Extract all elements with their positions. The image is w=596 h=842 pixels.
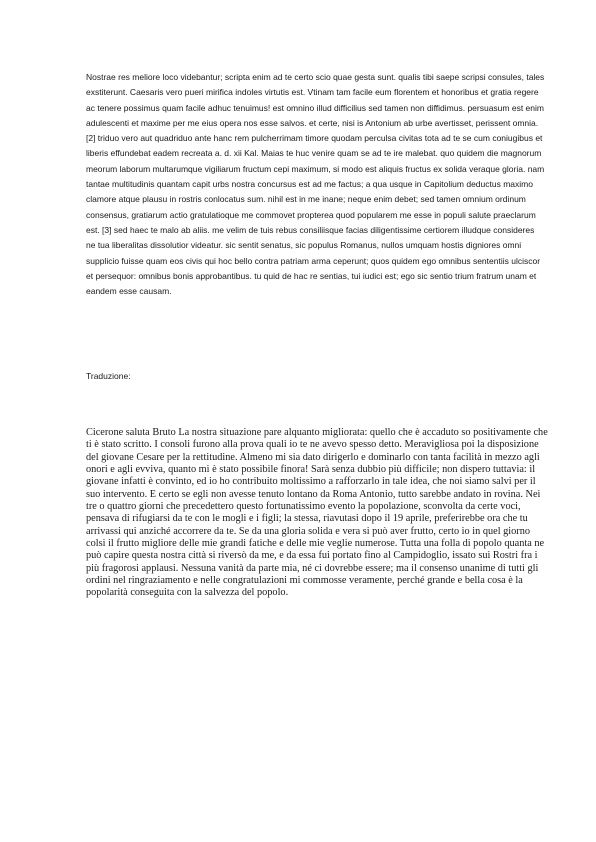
translation-heading: Traduzione: [86,371,131,381]
italian-translation-paragraph: Cicerone saluta Bruto La nostra situazione pare alquanto migliorata: quello che è accaduto so positivamente che ti è stato scritto. I consoli furono alla prova quali io te ne avevo spesso detto. Meravigliosa poi la disposizione del giovane Cesare per la rettitudine. Almeno mi sia dato dirigerlo e dominarlo con tanta facilità in mezzo agli onori e agli evviva, quanto mi è stato possibile finora! Sarà senza dubbio più difficile; non dispero tuttavia: il giovane infatti è convinto, ed io ho contribuito moltissimo a rafforzarlo in tale idea, che noi siamo salvi per il suo intervento. E certo se egli non avesse tenuto lontano da Roma Antonio, tutto sarebbe andato in rovina. Nei tre o quattro giorni che precedettero questo fortunatissimo evento la popolazione, sconvolta da certe voci, pensava di rifugiarsi da te con le mogli e i figli; la stessa, riavutasi dopo il 19 aprile, preferirebbe ora che tu arrivassi qui anziché accorrere da te. Se da una gloria solida e vera si può aver frutto, certo io in quel giorno colsi il frutto migliore delle mie grandi fatiche e delle mie veglie numerose. Tutta una folla di popolo quanta ne può capire questa nostra città si riversò da me, e da essa fui portato fino al Campidoglio, issato sui Rostri fra i più fragorosi applausi. Nessuna vanità da parte mia, né ci dovrebbe essere; ma il consenso unanime di tutti gli ordini nel ringraziamento e nelle congratulazioni mi commosse veramente, perché grande e bella cosa è la popolarità conseguita con la salvezza del popolo. [86,427,548,599]
latin-text-paragraph: Nostrae res meliore loco videbantur; scripta enim ad te certo scio quae gesta sunt. qualis tibi saepe scripsi consules, tales exstiterunt. Caesaris vero pueri mirifica indoles virtutis est. Vtinam tam facile eum florentem et honoribus et gratia regere ac tenere possimus quam facile adhuc tenuimus! est omnino illud difficilius sed tamen non diffidimus. persuasum est enim adulescenti et maxime per me eius opera nos esse salvos. et certe, nisi is Antonium ab urbe avertisset, perissent omnia. [2] triduo vero aut quadriduo ante hanc rem pulcherrimam timore quodam perculsa civitas tota ad te se cum coniugibus et liberis effundebat eadem recreata a. d. xii Kal. Maias te huc venire quam se ad te ire malebat. quo quidem die magnorum meorum laborum multarumque vigiliarum fructum cepi maximum, si modo est aliquis fructus ex solida veraque gloria. nam tantae multitudinis quantam capit urbs nostra concursus est ad me factus; a qua usque in Capitolium deductus maximo clamore atque plausu in rostris conlocatus sum. nihil est in me inane; neque enim debet; sed tamen omnium ordinum consensus, gratiarum actio gratulatioque me commovet propterea quod popularem me esse in populi salute praeclarum est. [3] sed haec te malo ab aliis. me velim de tuis rebus consiliisque facias diligentissime certiorem illudque consideres ne tua liberalitas dissolutior videatur. sic sentit senatus, sic populus Romanus, nullos umquam hostis digniores omni supplicio fuisse quam eos civis qui hoc bello contra patriam arma ceperunt; quos quidem ego omnibus sententiis ulciscor et persequor: omnibus bonis approbantibus. tu quid de hac re sentias, tui iudici est; ego sic sentio trium fratrum unam et eandem esse causam. [86,72,545,297]
